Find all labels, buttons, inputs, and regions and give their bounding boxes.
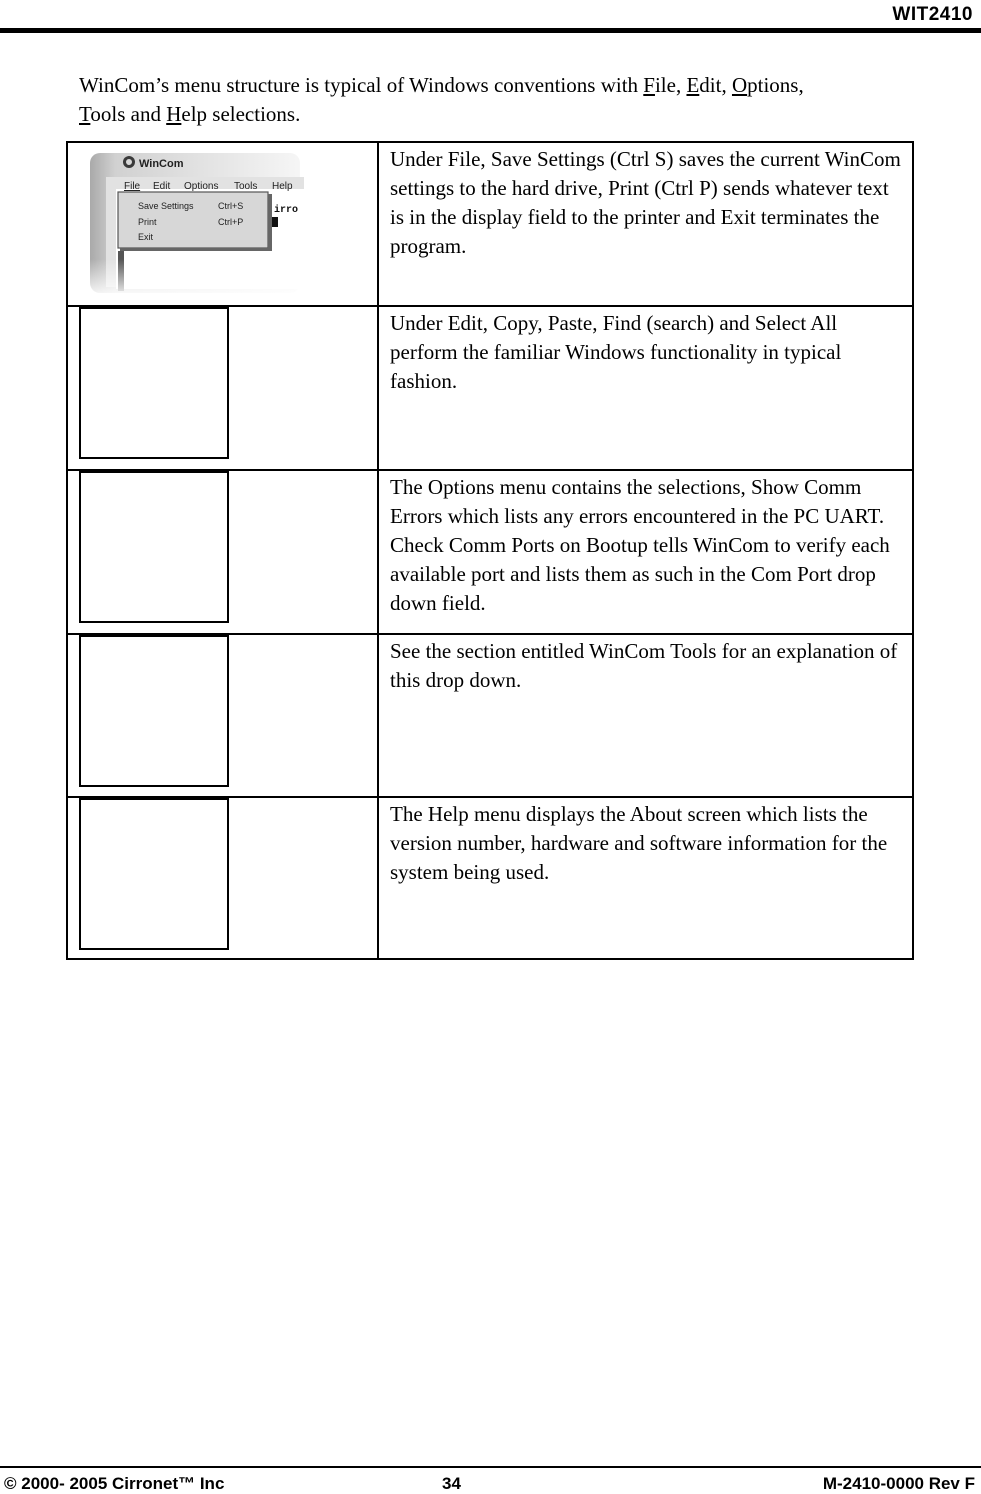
tools-menu-description: See the section entitled WinCom Tools for an explanation of this drop down.: [378, 634, 913, 797]
file-menu-screenshot: [84, 149, 304, 295]
table-row: [67, 142, 913, 306]
help-menu-image-frame: [79, 798, 229, 950]
edit-menu-description: Under Edit, Copy, Paste, Find (search) and Select All perform the familiar Windows functionality in typical fashion.: [378, 306, 913, 470]
help-menu-image-cell: [67, 797, 378, 959]
intro-paragraph: [79, 71, 959, 129]
table-row: [67, 634, 913, 797]
background-text: irro: [274, 205, 299, 216]
tools-menu-image-frame: [79, 635, 229, 787]
menubar-edit[interactable]: Edit: [153, 181, 171, 192]
document-number: M-2410-0000 Rev F: [822, 1474, 975, 1493]
help-menu-description: The Help menu displays the About screen which lists the version number, hardware and software information for the system being used.: [378, 797, 913, 959]
options-menu-image-cell: [67, 470, 378, 634]
intro-help: elp selections.: [181, 102, 301, 126]
table-row: [67, 797, 913, 959]
tools-mnemonic: T: [79, 102, 91, 126]
menu-item-print[interactable]: Print: [138, 217, 157, 227]
options-menu-image-frame: [79, 471, 229, 623]
edit-mnemonic: E: [686, 73, 700, 97]
header-rule: [0, 28, 981, 33]
header-title: WIT2410: [892, 4, 973, 25]
table-row: [67, 306, 913, 470]
table-row: [67, 470, 913, 634]
menubar-file[interactable]: File: [124, 181, 141, 192]
footer: [0, 1474, 981, 1494]
tools-menu-image-cell: [67, 634, 378, 797]
menubar-options[interactable]: Options: [184, 181, 219, 192]
file-menu-description: Under File, Save Settings (Ctrl S) saves the current WinCom settings to the hard drive, Print (Ctrl P) sends whatever text is in the display field to the printer and Exit terminates the program.: [378, 142, 913, 306]
help-mnemonic: H: [166, 102, 182, 126]
shortcut-print: Ctrl+P: [218, 217, 244, 227]
intro-edit: dit,: [699, 73, 732, 97]
menu-item-save-settings[interactable]: Save Settings: [138, 201, 194, 211]
intro-options: ptions,: [747, 73, 804, 97]
options-menu-description: The Options menu contains the selections, Show Comm Errors which lists any errors encountered in the PC UART. Check Comm Ports on Bootup tells WinCom to verify each available port and lists them as such in the Com Port drop down field.: [378, 470, 913, 634]
menubar-tools[interactable]: Tools: [234, 181, 258, 192]
file-menu-image-cell: [67, 142, 378, 306]
menu-item-exit[interactable]: Exit: [138, 232, 154, 242]
shortcut-save: Ctrl+S: [218, 201, 244, 211]
intro-text: WinCom’s menu structure is typical of Windows conventions with: [79, 73, 644, 97]
menu-description-table: [66, 141, 914, 960]
window-title: WinCom: [139, 158, 184, 170]
page-number: 34: [442, 1474, 461, 1493]
edit-menu-image-frame: [79, 307, 229, 459]
menubar-help[interactable]: Help: [272, 181, 293, 192]
file-mnemonic: F: [643, 73, 655, 97]
intro-file: ile,: [654, 73, 687, 97]
footer-rule: [0, 1466, 981, 1468]
intro-tools: ools and: [90, 102, 167, 126]
edit-menu-image-cell: [67, 306, 378, 470]
footer-copyright: © 2000- 2005 Cirronet™ Inc: [4, 1474, 225, 1493]
options-mnemonic: O: [731, 73, 748, 97]
